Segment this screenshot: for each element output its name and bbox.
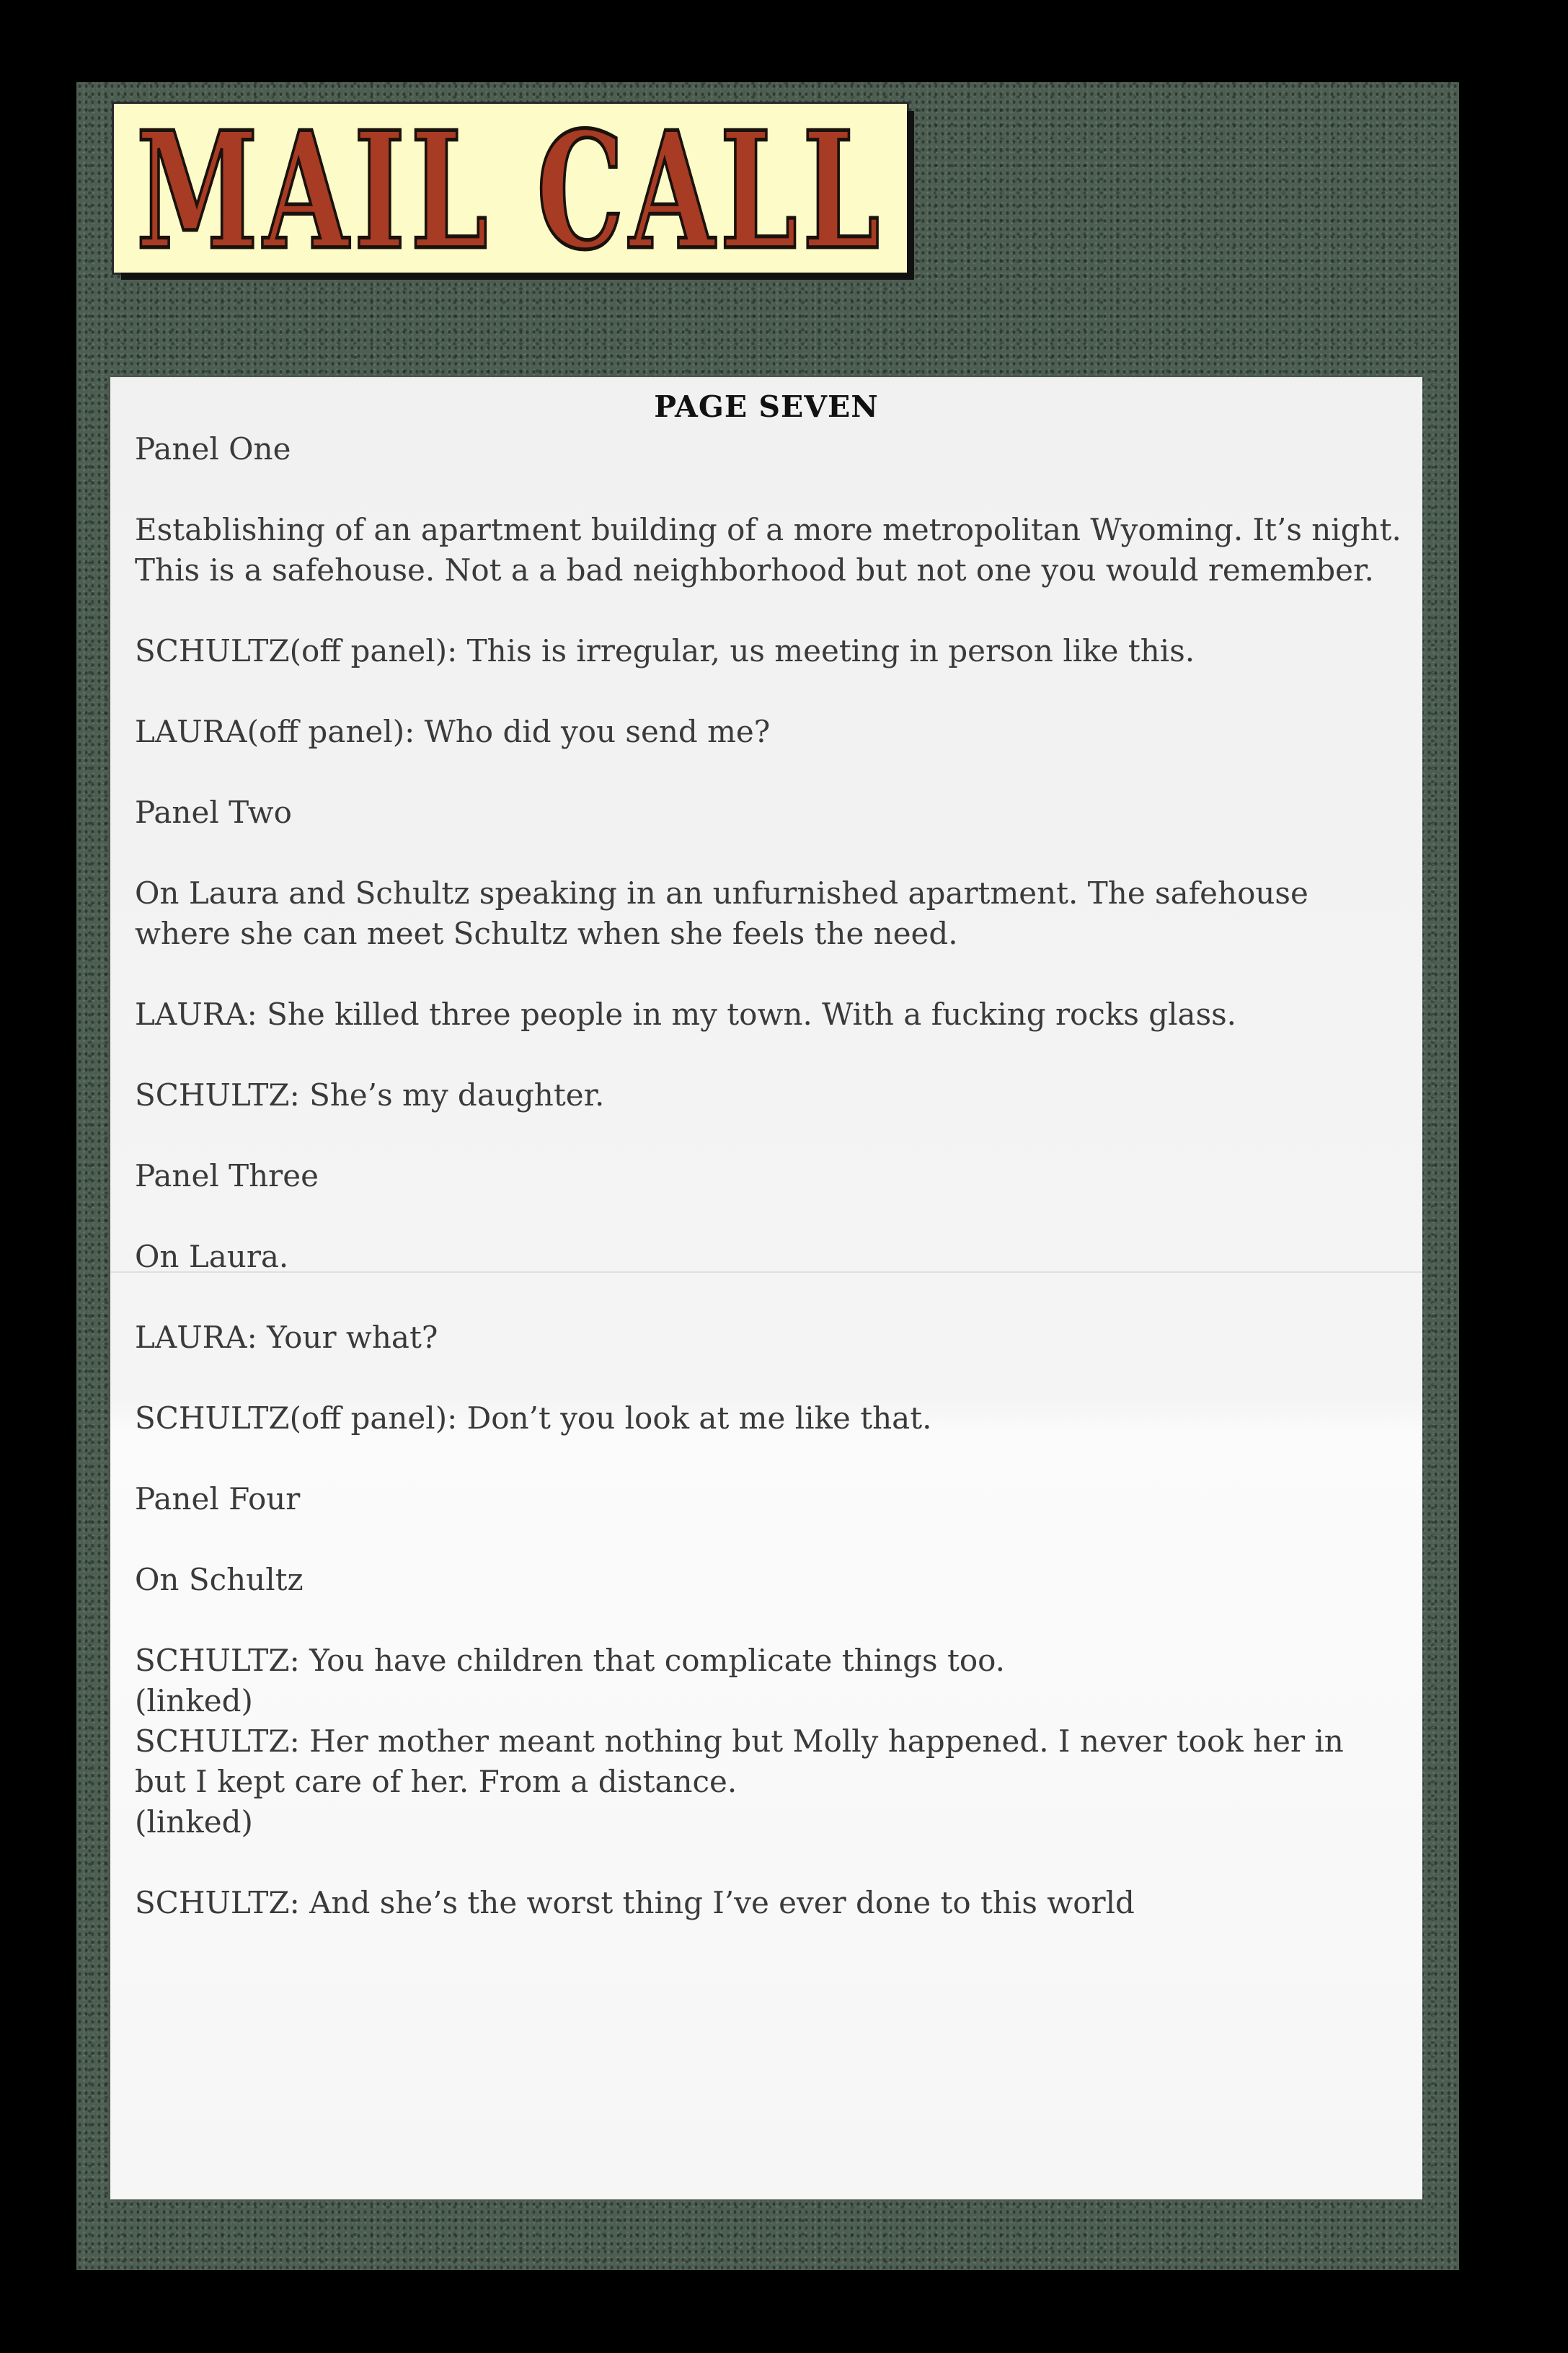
dialogue-line: SCHULTZ(off panel): Don’t you look at me like that. [135,1400,932,1436]
panel-heading: Panel Two [135,795,292,830]
page-heading: PAGE SEVEN [654,389,879,424]
panel-description: Establishing of an apartment building of a more metropolitan Wyoming. It’s night. This is a safehouse. Not a a bad neighborhood but not one you would remember. [135,512,1401,588]
dialogue-line: LAURA: Your what? [135,1320,438,1355]
dialogue-line: LAURA: She killed three people in my town. With a fucking rocks glass. [135,997,1237,1032]
script-body [135,429,1404,1964]
dialogue-line: SCHULTZ(off panel): This is irregular, us meeting in person like this. [135,633,1195,668]
linked-note: (linked) [135,1683,253,1718]
script-page [110,377,1422,2199]
panel-heading: Panel One [135,431,291,467]
dialogue-line: SCHULTZ: She’s my daughter. [135,1077,605,1113]
dialogue-line: SCHULTZ: And she’s the worst thing I’ve ever done to this world [135,1885,1135,1920]
panel-description: On Laura and Schultz speaking in an unfurnished apartment. The safehouse where she can meet Schultz when she feels the need. [135,875,1308,951]
panel-heading: Panel Three [135,1158,319,1193]
panel-description: On Schultz [135,1562,304,1597]
linked-note: (linked) [135,1804,253,1840]
dialogue-line: SCHULTZ: You have children that complicate things too. [135,1643,1006,1678]
dialogue-line: SCHULTZ: Her mother meant nothing but Molly happened. I never took her in but I kept care of her. From a distance. [135,1723,1344,1799]
dialogue-line: LAURA(off panel): Who did you send me? [135,714,771,749]
panel-heading: Panel Four [135,1481,301,1517]
panel-description: On Laura. [135,1239,289,1274]
mail-call-banner [114,96,907,286]
banner-title: MAIL CALL [136,96,885,286]
